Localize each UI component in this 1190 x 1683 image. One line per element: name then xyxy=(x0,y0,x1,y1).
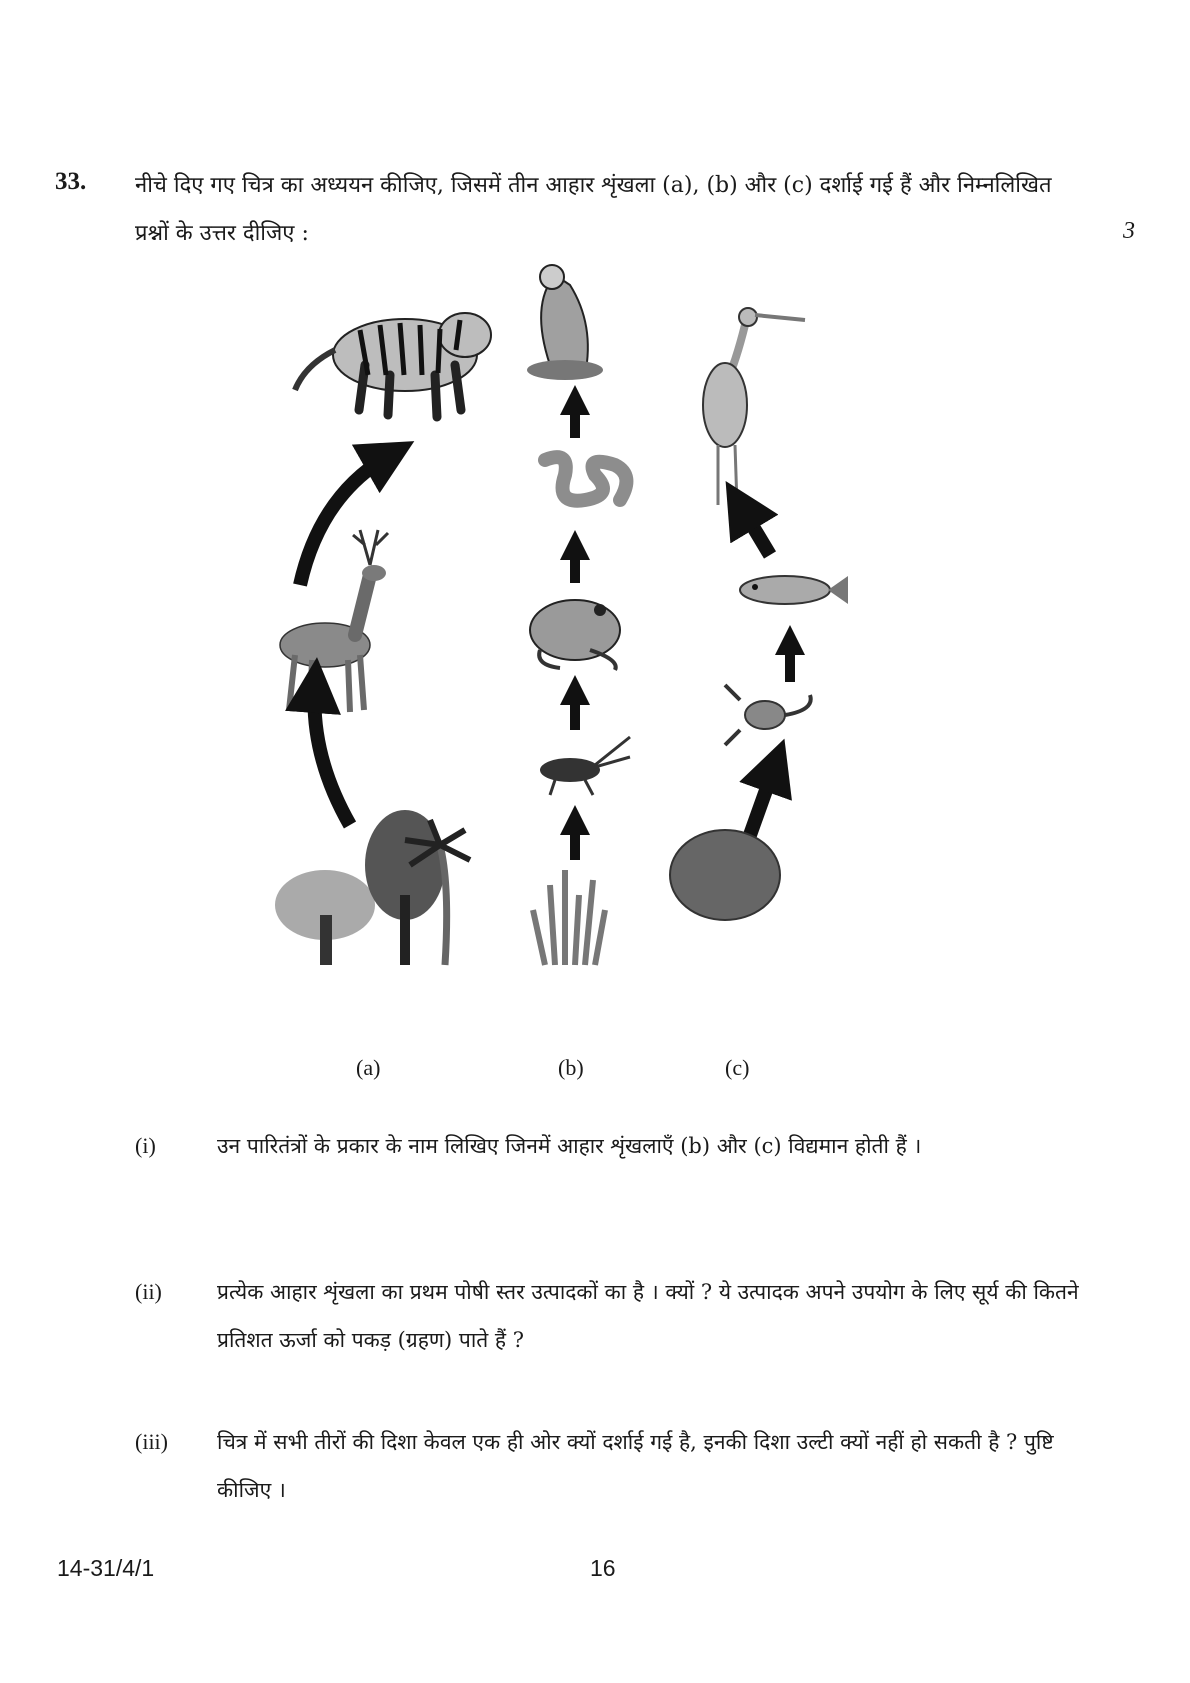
paper-code: 14-31/4/1 xyxy=(57,1555,155,1581)
snake-icon xyxy=(545,457,626,501)
tiger-icon xyxy=(295,313,491,417)
sub-question-number: (ii) xyxy=(135,1279,162,1304)
sub-question-text: प्रत्येक आहार शृंखला का प्रथम पोषी स्तर उत्पादकों का है । क्यों ? ये उत्पादक अपने उपयोग के लिए सूर्य की कितने प्रतिशत ऊर्जा को पकड़ (ग्रहण) पाते हैं ? xyxy=(217,1280,1079,1352)
page-number: 16 xyxy=(590,1555,616,1581)
sub-question-text: उन पारितंत्रों के प्रकार के नाम लिखिए जिनमें आहार शृंखलाएँ (b) और (c) विद्यमान होती हैं । xyxy=(217,1134,922,1158)
question-marks: 3 xyxy=(1123,218,1135,244)
scorpion-icon xyxy=(725,685,811,745)
chain-a xyxy=(275,313,491,965)
sub-question-number: (iii) xyxy=(135,1429,168,1454)
trees-icon xyxy=(275,810,470,965)
eagle-icon xyxy=(527,265,603,380)
arrow-trees-to-deer xyxy=(314,685,350,825)
arrow-snake-to-eagle xyxy=(560,385,590,438)
food-chain-figure xyxy=(270,255,910,1035)
grass-icon xyxy=(533,870,605,965)
chain-label-c: (c) xyxy=(725,1055,750,1080)
chain-c xyxy=(670,308,848,920)
grasshopper-icon xyxy=(540,737,630,795)
arrow-fish-to-crane xyxy=(740,505,770,555)
chain-label-a: (a) xyxy=(356,1055,381,1080)
question-text: नीचे दिए गए चित्र का अध्ययन कीजिए, जिसमें तीन आहार शृंखला (a), (b) और (c) दर्शाई गई हैं और निम्नलिखित प्रश्नों के उत्तर दीजिए : xyxy=(135,173,1052,246)
question-number: 33. xyxy=(55,168,87,195)
fish-icon xyxy=(740,576,848,604)
sub-question-text: चित्र में सभी तीरों की दिशा केवल एक ही ओर क्यों दर्शाई गई है, इनकी दिशा उल्टी क्यों नहीं हो सकती है ? पुष्टि कीजिए । xyxy=(217,1430,1054,1502)
arrow-grasshopper-to-frog xyxy=(560,675,590,730)
deer-icon xyxy=(280,530,388,712)
chain-label-b: (b) xyxy=(558,1055,584,1080)
sub-question-number: (i) xyxy=(135,1133,156,1158)
chain-b xyxy=(527,265,630,965)
crane-icon xyxy=(703,308,805,505)
arrow-plant-to-scorpion xyxy=(750,765,775,835)
frog-icon xyxy=(530,600,620,670)
arrow-scorpion-to-fish xyxy=(775,625,805,682)
arrow-frog-to-snake xyxy=(560,530,590,583)
aquatic-plant-icon xyxy=(670,830,780,920)
arrow-grass-to-grasshopper xyxy=(560,805,590,860)
